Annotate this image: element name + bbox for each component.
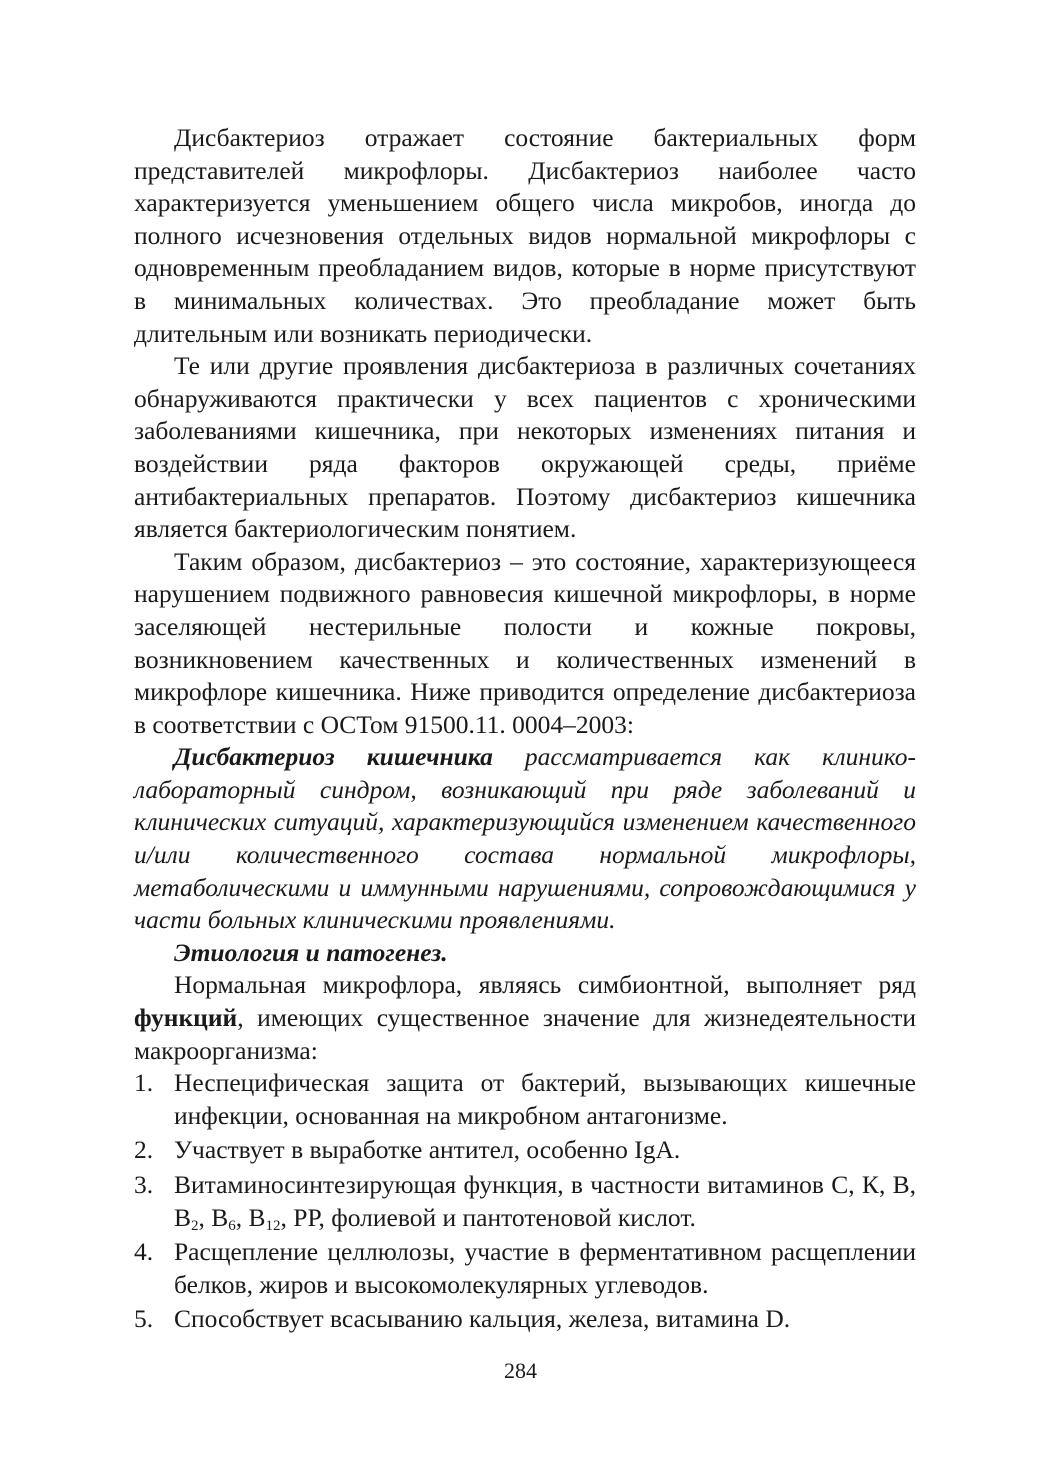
subscript: 6 <box>228 1217 236 1234</box>
list-number: 5. <box>134 1304 154 1334</box>
paragraph-functions-intro <box>134 969 916 1067</box>
list-number: 1. <box>134 1068 154 1098</box>
section-heading: Этиология и патогенез. <box>174 937 448 967</box>
list-item <box>134 1134 916 1167</box>
list-number: 2. <box>134 1135 154 1165</box>
list-text: , В <box>198 1202 229 1232</box>
list-text: Участвует в выработке антител, особенно IgA. <box>174 1135 681 1165</box>
list-text: Расщепление целлюлозы, участие в ферментативном расщеплении белков, жиров и высокомолекулярных углеводов. <box>174 1237 916 1299</box>
list-text: Способствует всасыванию кальция, железа, витамина D. <box>174 1304 791 1334</box>
page-content <box>134 122 916 1338</box>
functions-intro-start: Нормальная микрофлора, являясь симбионтной, выполняет ряд <box>174 970 916 1000</box>
list-text: Неспецифическая защита от бактерий, вызывающих кишечные инфекции, основанная на микробном антагонизме. <box>174 1068 916 1130</box>
list-text: Витаминосинтезирующая функция, в частности витаминов С, К, В, В <box>174 1170 916 1232</box>
paragraph-conclusion: Таким образом, дисбактериоз – это состояние, характеризующееся нарушением подвижного равновесия кишечной микрофлоры, в норме заселяющей нестерильные полости и кожные покровы, возникновением качественных и количественных изменений в микрофлоре кишечника. Ниже приводится определение дисбактериоза в соответствии с ОСТом 91500.11. 0004–2003: <box>134 546 916 739</box>
list-number: 3. <box>134 1170 154 1199</box>
list-text: , В <box>235 1202 266 1232</box>
page-number: 284 <box>504 1358 537 1383</box>
functions-list <box>134 1067 916 1336</box>
subscript: 12 <box>265 1217 281 1234</box>
list-item <box>134 1067 916 1132</box>
functions-intro-end: , имеющих существенное значение для жизнедеятельности макроорганизма: <box>134 1003 916 1065</box>
functions-keyword: функций <box>134 1003 238 1033</box>
list-item <box>134 1236 916 1301</box>
list-text: , РР, фолиевой и пантотеновой кислот. <box>280 1202 696 1232</box>
list-number: 4. <box>134 1237 154 1267</box>
list-item <box>134 1303 916 1336</box>
subscript: 2 <box>191 1217 199 1234</box>
paragraph-manifestations: Те или другие проявления дисбактериоза в различных сочетаниях обнаруживаются практически у всех пациентов с хроническими заболеваниями кишечника, при некоторых изменениях питания и воздействии ряда факторов окружающей среды, приёме антибактериальных препаратов. Поэтому дисбактериоз кишечника является бактериологическим понятием. <box>134 351 916 544</box>
definition-text: рассматривается как клинико-лабораторный синдром, возникающий при ряде заболеваний и клинических ситуаций, характеризующийся изменением качественного и/или количественного состава нормальной микрофлоры, метаболическими и иммунными нарушениями, сопровождающимися у части больных клиническими проявлениями. <box>134 742 916 935</box>
paragraph-dysbacteriosis-definition: Дисбактериоз отражает состояние бактериальных форм представителей микрофлоры. Дисбактериоз наиболее часто характеризуется уменьшением общего числа микробов, иногда до полного исчезновения отдельных видов нормальной микрофлоры с одновременным преобладанием видов, которые в норме присутствуют в минимальных количествах. Это преобладание может быть длительным или возникать периодически. <box>134 123 916 348</box>
list-item <box>134 1169 916 1234</box>
definition-term: Дисбактериоз кишечника <box>174 742 493 772</box>
paragraph-ost-definition <box>134 741 916 937</box>
